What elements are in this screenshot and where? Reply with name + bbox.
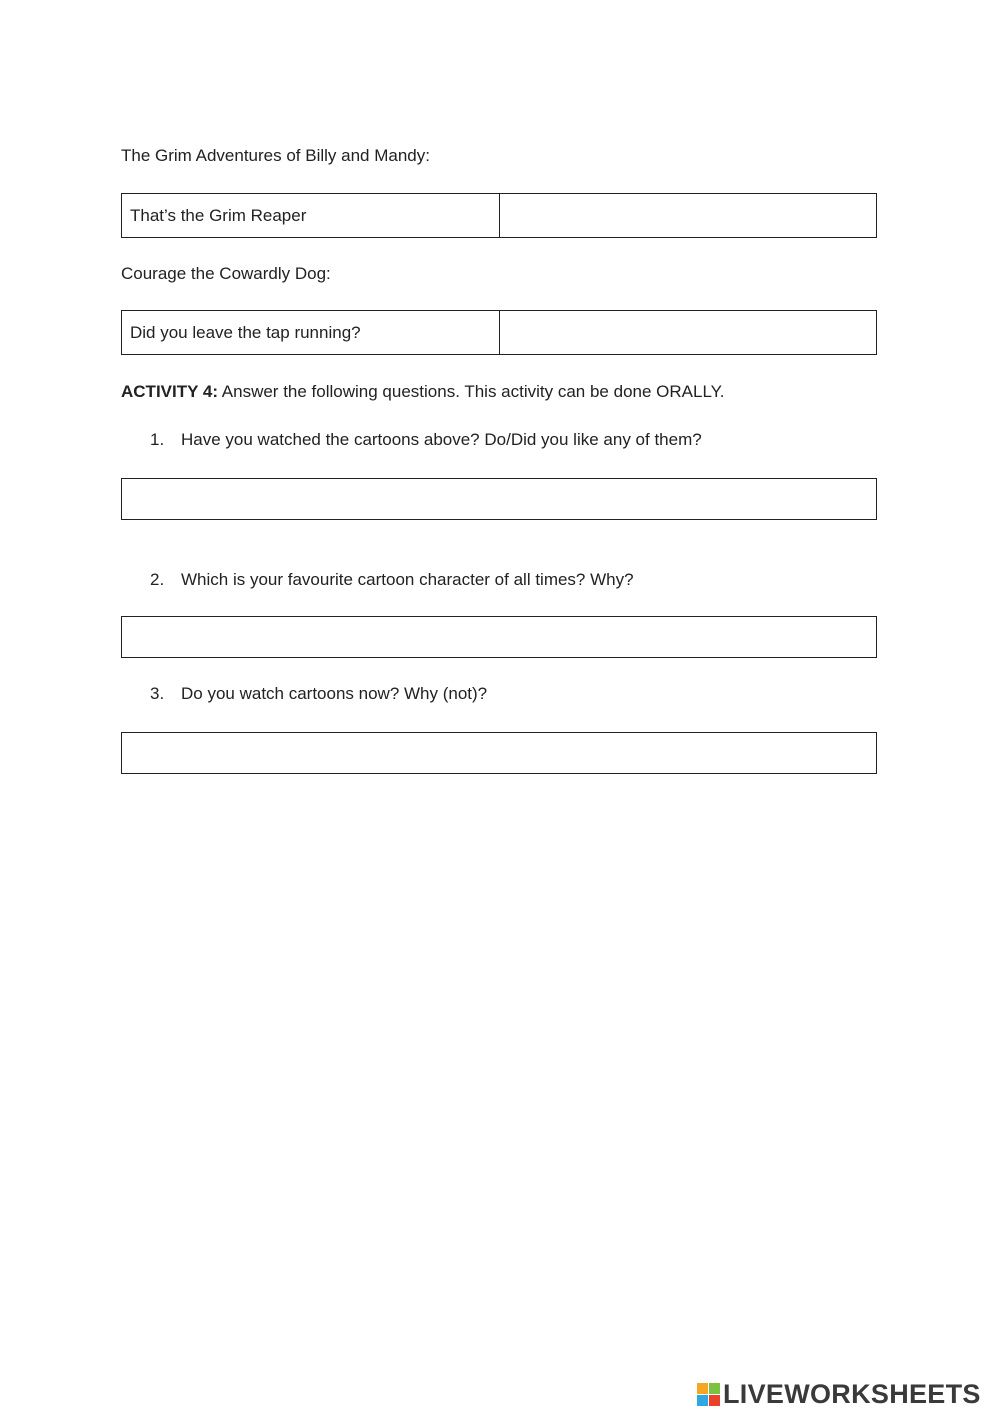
logo-mark-icon [697,1383,720,1406]
match-answer-cell-2 [500,311,876,354]
answer-input-2[interactable] [122,617,876,657]
match-row-2 [121,310,877,355]
answer-input-3[interactable] [122,733,876,773]
answer-box-3 [121,732,877,774]
liveworksheets-logo [697,1379,981,1409]
match-answer-cell-1 [500,194,876,237]
logo-square-2 [709,1383,720,1394]
question-number-3: 3. [150,684,165,703]
logo-square-1 [697,1383,708,1394]
match-row-1 [121,193,877,238]
match-prompt-1: That’s the Grim Reaper [122,194,500,237]
logo-square-3 [697,1395,708,1406]
logo-square-4 [709,1395,720,1406]
question-text-3: Do you watch cartoons now? Why (not)? [181,684,488,703]
question-number-2: 2. [150,570,165,589]
match-answer-input-1[interactable] [500,194,876,237]
activity-instruction: Answer the following questions. This activity can be done ORALLY. [221,382,725,401]
question-text-1: Have you watched the cartoons above? Do/Did you like any of them? [181,430,702,449]
answer-box-1 [121,478,877,520]
question-number-1: 1. [150,430,165,449]
question-text-2: Which is your favourite cartoon character of all times? Why? [181,570,634,589]
section-heading-courage: Courage the Cowardly Dog: [121,264,331,283]
match-prompt-2: Did you leave the tap running? [122,311,500,354]
activity-heading [121,382,725,402]
answer-box-2 [121,616,877,658]
activity-label: ACTIVITY 4: [121,382,218,401]
section-heading-billy-mandy: The Grim Adventures of Billy and Mandy: [121,146,430,165]
answer-input-1[interactable] [122,479,876,519]
match-answer-input-2[interactable] [500,311,876,354]
logo-text: LIVEWORKSHEETS [723,1378,981,1409]
